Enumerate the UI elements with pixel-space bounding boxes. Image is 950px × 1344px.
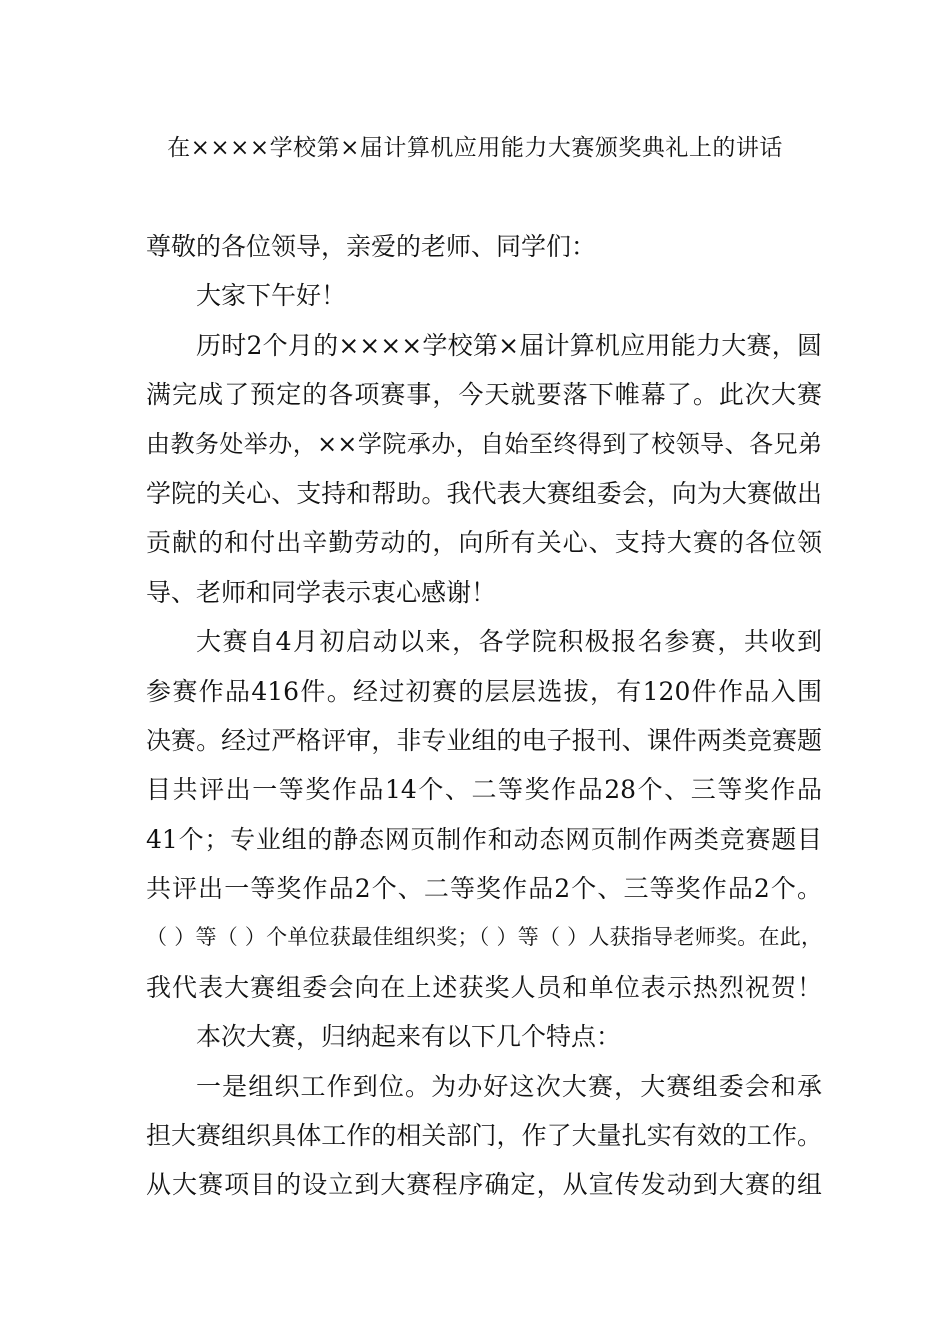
text-line: 学院的关心、支持和帮助。我代表大赛组委会，向为大赛做出 <box>146 478 822 508</box>
text-line: 参赛作品416件。经过初赛的层层选拔，有120件作品入围 <box>146 676 822 706</box>
text-line: 一是组织工作到位。为办好这次大赛，大赛组委会和承 <box>196 1071 822 1101</box>
text-line: 我代表大赛组委会向在上述获奖人员和单位表示热烈祝贺！ <box>146 972 822 1002</box>
text-line: 本次大赛，归纳起来有以下几个特点： <box>196 1022 622 1052</box>
text-line: 尊敬的各位领导，亲爱的老师、同学们： <box>146 232 597 261</box>
text-line: 由教务处举办，××学院承办，自始至终得到了校领导、各兄弟 <box>146 429 822 458</box>
text-line: 历时2个月的××××学校第×届计算机应用能力大赛，圆 <box>196 330 822 360</box>
text-line: 贡献的和付出辛勤劳动的，向所有关心、支持大赛的各位领 <box>146 528 822 558</box>
text-line: 从大赛项目的设立到大赛程序确定，从宣传发动到大赛的组 <box>146 1170 822 1200</box>
document-title: 在××××学校第×届计算机应用能力大赛颁奖典礼上的讲话 <box>167 135 783 161</box>
text-line: 共评出一等奖作品2个、二等奖作品2个、三等奖作品2个。 <box>146 874 822 904</box>
text-line: 决赛。经过严格评审，非专业组的电子报刊、课件两类竞赛题 <box>146 725 822 755</box>
text-line: 41个；专业组的静态网页制作和动态网页制作两类竞赛题目 <box>146 824 822 854</box>
text-line: 大家下午好！ <box>196 281 347 311</box>
speech-body <box>146 222 822 1210</box>
text-line: 导、老师和同学表示衷心感谢！ <box>146 577 497 607</box>
text-line: 担大赛组织具体工作的相关部门，作了大量扎实有效的工作。 <box>146 1121 822 1151</box>
text-line: （ ）等（ ）个单位获最佳组织奖；（ ）等（ ）人获指导老师奖。在此， <box>146 925 822 950</box>
text-line: 目共评出一等奖作品14个、二等奖作品28个、三等奖作品 <box>146 775 822 805</box>
text-line: 大赛自4月初启动以来，各学院积极报名参赛，共收到 <box>196 627 822 657</box>
text-line: 满完成了预定的各项赛事，今天就要落下帷幕了。此次大赛 <box>146 380 822 410</box>
